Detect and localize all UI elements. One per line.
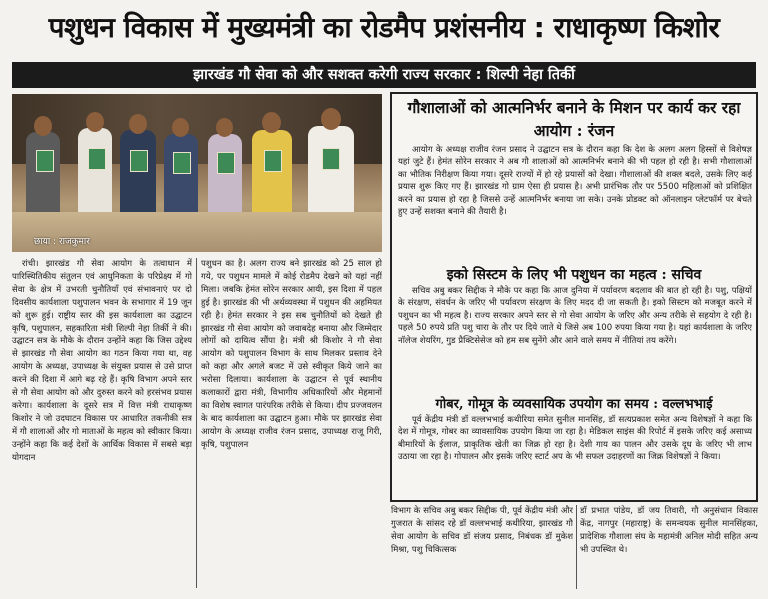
box-heading-1: गौशालाओं को आत्मनिर्भर बनाने के मिशन पर कार्य कर रहा आयोग : रंजन bbox=[407, 98, 741, 140]
bottom-column-2 bbox=[580, 505, 758, 593]
booklet bbox=[130, 150, 148, 172]
box-text-3 bbox=[398, 414, 752, 500]
photo-person bbox=[26, 132, 60, 216]
column-divider bbox=[576, 505, 577, 589]
subheadline-banner: झारखंड गौ सेवा को और सशक्त करेगी राज्य सरकार : शिल्पी नेहा तिर्की bbox=[12, 62, 756, 88]
booklet bbox=[36, 150, 54, 172]
headline: पशुधन विकास में मुख्यमंत्री का रोडमैप प्रशंसनीय : राधाकृष्ण किशोर bbox=[48, 11, 720, 44]
booklet bbox=[322, 148, 340, 170]
photo-person bbox=[308, 126, 354, 216]
photo-person-head bbox=[34, 116, 52, 136]
box-heading-2: इको सिस्टम के लिए भी पशुधन का महत्व : सचिव bbox=[446, 267, 702, 283]
article-text: पशुधन का है। अलग राज्य बने झारखंड को 25 साल हो गये, पर पशुधन मामले में कोई रोडमैप देखने को यहां नहीं मिला। जबकि हेमंत सोरेन सरकार आयी, इस दिशा में पहल हुई है। झारखंड की भी अर्थव्यवस्था में पशुधन की अहमियत रही है। हेमंत सरकार ने इस सब चुनौतियों को देखते ही झारखंड गौ सेवा आयोग को जवाबदेह बनाया और जिम्मेदार लोगों को दायित्व सौंपा है। मंत्री श्री किशोर ने गौ सेवा आयोग को पशुपालन विभाग के साथ मिलकर प्रस्ताव देने को कहा और अगले बजट में उसे स्वीकृत किये जाने का भरोसा दिलाया। कार्यशाला के उद्घाटन से पूर्व स्थानीय कलाकारों द्वारा मंत्री, विभागीय अधिकारियों और मेहमानों का विशेष स्वागत पारंपरिक तरीके से किया। दीप प्रज्जवलन के बाद कार्यशाला का उद्घाटन हुआ। मौके पर झारखंड सेवा आयोग के अध्यक्ष राजीव रंजन प्रसाद, उपाध्यक्ष राजू गिरी, कृषि, पशुपालन bbox=[201, 259, 382, 450]
main-story-column-1 bbox=[12, 258, 192, 592]
article-text: पूर्व केंद्रीय मंत्री डॉ वल्लभभाई कथीरिया समेत सुनील मानसिंह, डॉ सत्यप्रकाश समेत अन्य विशेषज्ञों ने कहा कि देश में गोमूत्र, गोबर का व्यावसायिक उपयोग किया जा रहा है। मेडिकल साइंस की रिपोर्ट में इसके जरिए कई असाध्य बीमारियों के ईलाज, प्राकृतिक खेती का जिक्र हो रहा है। देशी गाय का पालन और उसके दूध के जरिए भी लाभ उठाया जा रहा है। गोपालन और इसके जरिए स्टार्ट अप के भी सफल उदाहरणों का जिक्र विशेषज्ञों ने किया। bbox=[398, 415, 752, 463]
box-text-1 bbox=[398, 144, 752, 264]
booklet bbox=[173, 152, 191, 174]
photo-person-head bbox=[129, 114, 147, 134]
photo-person-head bbox=[216, 118, 233, 137]
article-text: सचिव अबु बकर सिद्दीक ने मौके पर कहा कि आज दुनिया में पर्यावरण बदलाव की बात हो रही है। पशु, पक्षियों के संरक्षण, संवर्धन के जरिए भी पर्यावरण संरक्षण के लिए मदद दी जा सकती है। इको सिस्टम को मजबूत करने में पशुधन का भी महत्व है। राज्य सरकार अपने स्तर से गो सेवा आयोग के जरिए और अन्य तरीके से सहयोग दे रही है। पहले 50 रुपये प्रति पशु चारा के तौर पर दिये जाते थे जिसे अब 100 रुपया किया गया है। यहां कार्यशाला के जरिए नॉलेज शेयरिंग, गुड प्रैक्टिसेसेज को हम सब सुनेंगे और आने वाले समय में नीतियां तय करेंगे। bbox=[398, 286, 752, 346]
photo-credit: छाया : राजकुमार bbox=[34, 237, 90, 247]
booklet bbox=[264, 150, 282, 172]
box-heading-3: गोबर, गोमूत्र के व्यवसायिक उपयोग का समय : वल्लभभाई bbox=[435, 397, 713, 412]
column-divider bbox=[196, 258, 197, 588]
photo-person-head bbox=[321, 108, 341, 130]
booklet bbox=[217, 152, 235, 174]
photo-person-head bbox=[86, 112, 104, 132]
article-text: रांची। झारखंड गौ सेवा आयोग के तत्वाधान में पारिस्थितिकीय संतुलन एवं आधुनिकता के परिप्रेक्ष्य में गो सेवा के क्षेत्र में उभरती चुनौतियाँ एवं संभावनाएं पर दो दिवसीय कार्यशाला पशुपालन भवन के सभागार में 19 जून को शुरू हुई। राष्ट्रीय स्तर की इस कार्यशाला का उद्घाटन कृषि, पशुपालन, सहकारिता मंत्री शिल्पी नेहा तिर्की ने की। उद्घाटन सत्र के मौके के दौरान उन्होंने कहा कि जिस उद्देश्य से झारखंड गौ सेवा आयोग का गठन किया गया था, वह आयोग के अध्यक्ष, उपाध्यक्ष के संयुक्त प्रयास से उसे प्राप्त करने की दिशा में आगे बढ़ रहे हैं। कृषि विभाग अपने स्तर से गौ सेवा आयोग को और दुरुस्त करने को हरसंभव प्रयास करेगा। कार्यशाला के दूसरे सत्र में वित्त मंत्री राधाकृष्ण किशोर ने जो उदघाटन विकास पर आधारित तकनीकी सत्र में गौ शालाओं और गो माताओं के महत्व को स्वीकार किया। उन्होंने कहा कि कई देशों के आर्थिक विकास में सबसे बड़ा योगदान bbox=[12, 259, 192, 463]
article-text: आयोग के अध्यक्ष राजीव रंजन प्रसाद ने उद्घाटन सत्र के दौरान कहा कि देश के अलग अलग हिस्सों से विशेषज्ञ यहां जुटे हैं। हेमंत सोरेन सरकार ने अब गौ शालाओं को आत्मनिर्भर बनाने की भी पहल हो रही है। सभी गौशालाओं का भौतिक निरीक्षण किया गया। दूसरे राज्यों में हो रहे प्रयासों को देखा। गौशालाओं की शक्ल बदले, उसके लिए कई प्रयास शुरू किए गए हैं। झारखंड गो ग्राम ऐसा ही प्रयास है। अभी प्रारंभिक तौर पर 5500 महिलाओं को प्रशिक्षित करने का प्रयास हो रहा है जिससे उन्हें आत्मनिर्भर बनाया जा सके। उनके प्रोडक्ट को ऑनलाइन प्लेटफॉर्म पर बेचते हुए उन्हें सशक्त बनाने की तैयारी है। bbox=[398, 145, 752, 218]
article-text: डॉ प्रभात पांडेय, डॉ जय तिवारी, गौ अनुसंधान विकास केंद्र, नागपुर (महाराष्ट्र) के समन्वयक सुनील मानसिंहका, प्रादेशिक गौशाला संघ के महामंत्री अनिल मोदी सहित अन्य भी उपस्थित थे। bbox=[580, 506, 758, 555]
booklet bbox=[88, 148, 106, 170]
box-text-2 bbox=[398, 285, 752, 395]
event-photo bbox=[12, 94, 382, 252]
photo-person bbox=[164, 134, 198, 214]
photo-person-head bbox=[262, 112, 281, 133]
photo-person bbox=[120, 130, 156, 214]
photo-person-head bbox=[172, 118, 189, 137]
photo-person bbox=[78, 128, 112, 214]
photo-person bbox=[208, 134, 242, 216]
main-story-column-2 bbox=[201, 258, 382, 592]
article-text: विभाग के सचिव अबु बकर सिद्दीक पी, पूर्व केंद्रीय मंत्री और गुजरात के सांसद रहे डॉ वल्लभभाई कथीरिया, झारखंड गौ सेवा आयोग के सचिव डॉ संजय प्रसाद, निबंधक डॉ मुकेश मिश्रा, पशु चिकित्सक bbox=[391, 506, 573, 555]
bottom-column-1 bbox=[391, 505, 573, 593]
photo-person bbox=[252, 130, 292, 214]
sidebar-box bbox=[390, 92, 758, 502]
